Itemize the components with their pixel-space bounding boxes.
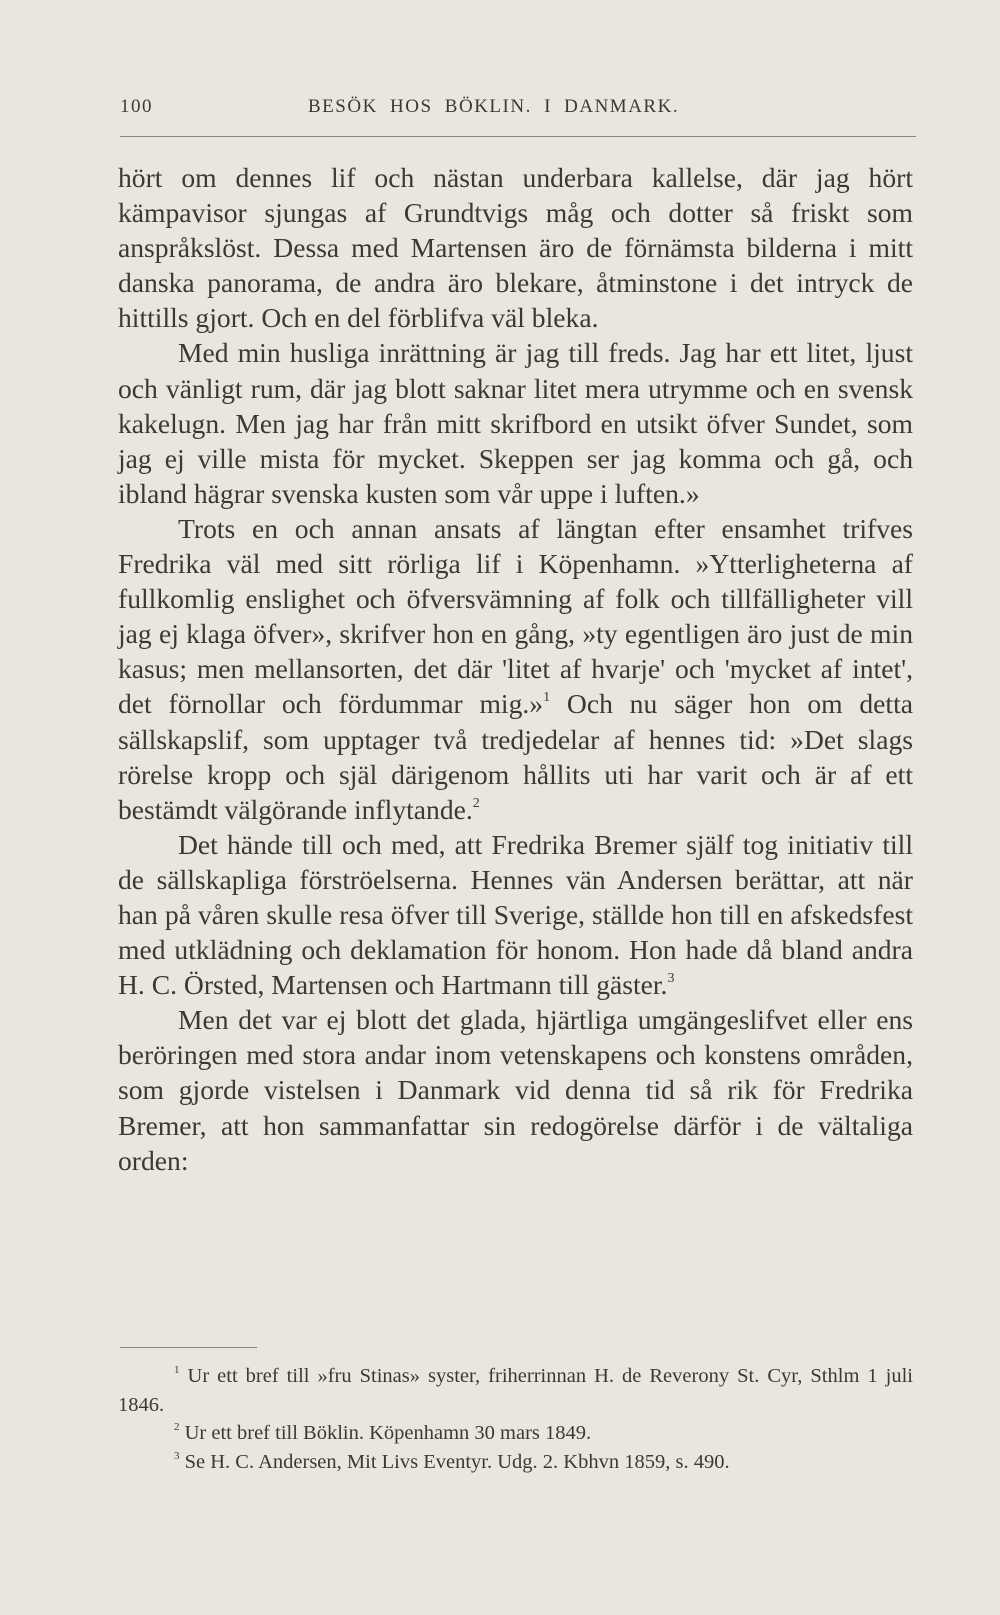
paragraph-text: Det hände till och med, att Fredrika Bremer själf tog initiativ till de sällskapliga förströelserna. Hennes vän Andersen berättar, att när han på våren skulle resa öfver till Sverige, ställde hon till en afskedsfest med utklädning och deklamation för honom. Hon hade då bland andra H. C. Örsted, Martensen och Hartmann till gäster. xyxy=(118,828,913,1001)
paragraph xyxy=(118,827,913,1002)
footnote-ref: 2 xyxy=(472,795,480,811)
footnote-marker: 3 xyxy=(174,1449,180,1462)
footnote xyxy=(118,1419,913,1448)
footnote-rule xyxy=(120,1347,257,1348)
page-number: 100 xyxy=(120,96,153,117)
footnote-text: Ur ett bref till Böklin. Köpenhamn 30 mars 1849. xyxy=(184,1422,592,1444)
footnote-marker: 2 xyxy=(174,1421,180,1433)
paragraph xyxy=(118,511,913,827)
footnote-ref: 1 xyxy=(543,690,551,706)
header-rule xyxy=(120,136,916,137)
footnote-ref: 3 xyxy=(667,971,675,987)
footnote xyxy=(118,1448,913,1477)
footnotes xyxy=(118,1362,913,1476)
paragraph-text: Och nu säger hon om detta sällskapslif, som upptager två tredjedelar af hennes tid: »Det slags rörelse kropp och själ därigenom hållits uti har varit och är af ett bestämdt välgörande inflytande. xyxy=(118,688,914,825)
footnote xyxy=(118,1362,913,1419)
paragraph: hört om dennes lif och nästan underbara kallelse, där jag hört kämpavisor sjungas af Grundtvigs måg och dotter så friskt som anspråkslöst. Dessa med Martensen äro de förnämsta bilderna i mitt danska panorama, de andra äro blekare, åtminstone i det intryck de hittills gjort. Och en del förblifva väl bleka. xyxy=(118,162,913,334)
running-head xyxy=(120,96,915,126)
body-text xyxy=(118,160,913,1178)
footnote-text: Ur ett bref till »fru Stinas» syster, friherrinnan H. de Reverony St. Cyr, Sthlm 1 juli 1846. xyxy=(118,1365,914,1416)
paragraph: Men det var ej blott det glada, hjärtliga umgängeslifvet eller ens beröringen med stora andar inom vetenskapens och konstens områden, som gjorde vistelsen i Danmark vid denna tid så rik för Fredrika Bremer, att hon sammanfattar sin redogörelse därför i de vältaliga orden: xyxy=(118,1004,913,1176)
footnote-text: Se H. C. Andersen, Mit Livs Eventyr. Udg. 2. Kbhvn 1859, s. 490. xyxy=(184,1450,730,1473)
footnote-marker: 1 xyxy=(174,1364,180,1376)
paragraph: Med min husliga inrättning är jag till freds. Jag har ett litet, ljust och vänligt rum, där jag blott saknar litet mera utrymme och en svensk kakelugn. Men jag har från mitt skrifbord en utsikt öfver Sundet, som jag ej ville mista för mycket. Skeppen ser jag komma och gå, och ibland hägrar svenska kusten som vår uppe i luften.» xyxy=(118,337,913,509)
running-title: BESÖK HOS BÖKLIN. I DANMARK. xyxy=(308,96,680,117)
paragraph-text: Trots en och annan ansats af längtan efter ensamhet trifves Fredrika väl med sitt rörliga lif i Köpenhamn. »Ytterligheterna af fullkomlig enslighet och öfversvämning af folk och tillfälligheter vill jag ej klaga öfver», skrifver hon en gång, »ty egentligen äro just de min kasus; men mellansorten, det där 'litet af hvarje' och 'mycket af intet', det förnollar och fördummar mig.» xyxy=(118,512,913,720)
